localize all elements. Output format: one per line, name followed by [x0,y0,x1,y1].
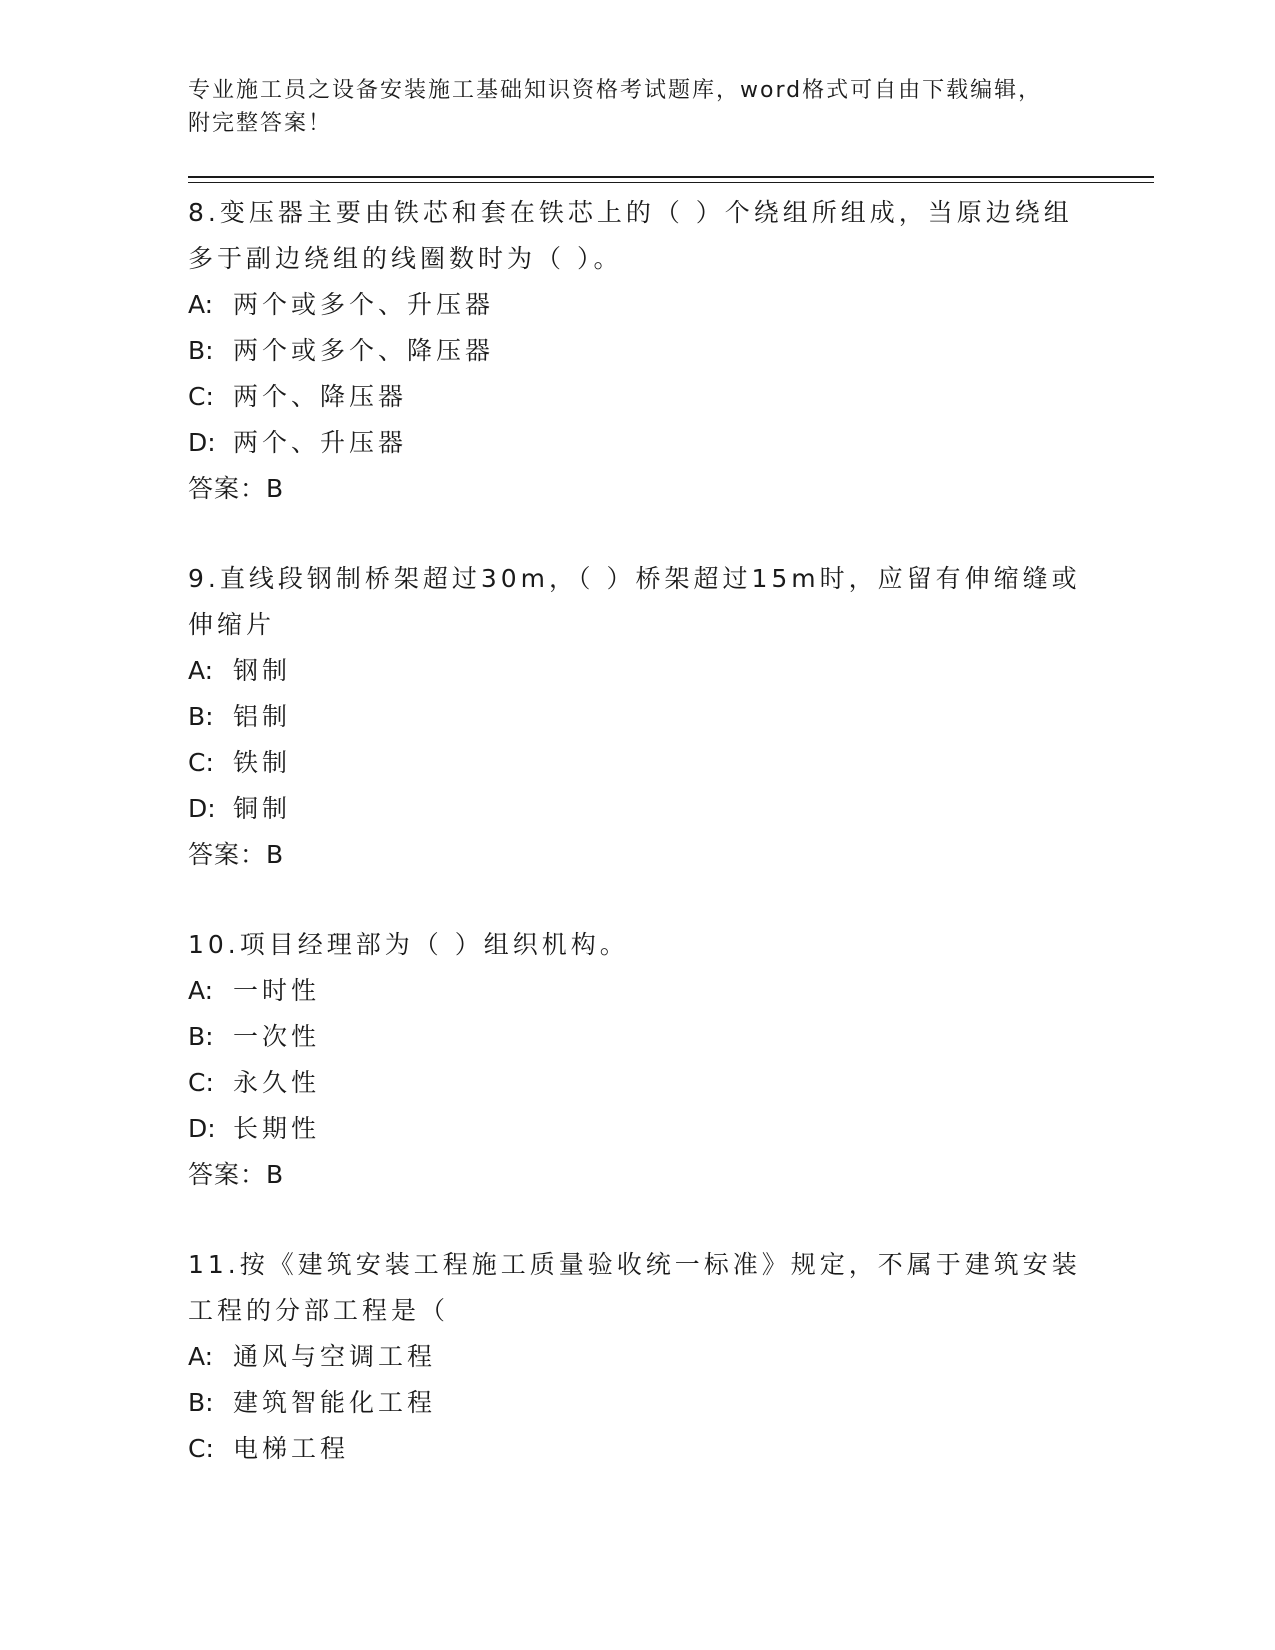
option-text: 两个、升压器 [233,428,408,457]
answer-line: 答案：B [188,474,285,503]
option-b [188,694,1088,740]
option-text: 一时性 [233,976,321,1005]
option-d [188,786,1088,832]
option-letter: B: [188,336,214,365]
option-a [188,968,1088,1014]
option-letter: D: [188,794,216,823]
option-text: 长期性 [233,1114,321,1143]
header-divider-thick [188,176,1154,178]
option-b [188,1014,1088,1060]
question-stem: 10.项目经理部为（ ）组织机构。 [188,930,629,959]
option-letter: B: [188,1022,214,1051]
question-list [188,190,1088,1516]
question-stem: 9.直线段钢制桥架超过30m，（ ）桥架超过15m时，应留有伸缩缝或伸缩片 [188,564,1081,639]
option-text: 铜制 [233,794,292,823]
option-a [188,648,1088,694]
answer-line: 答案：B [188,1160,285,1189]
option-text: 铁制 [233,748,292,777]
option-letter: D: [188,428,216,457]
question-stem: 8.变压器主要由铁芯和套在铁芯上的（ ）个绕组所组成，当原边绕组多于副边绕组的线圈数时为（ ）。 [188,198,1073,273]
question-11 [188,1242,1088,1472]
option-d [188,420,1088,466]
option-letter: A: [188,290,214,319]
answer-line: 答案：B [188,840,285,869]
option-letter: D: [188,1114,216,1143]
question-9 [188,556,1088,878]
option-c [188,740,1088,786]
option-text: 两个或多个、降压器 [233,336,495,365]
option-d [188,1106,1088,1152]
option-b [188,328,1088,374]
option-letter: A: [188,976,214,1005]
question-8 [188,190,1088,512]
option-letter: C: [188,748,214,777]
option-letter: A: [188,1342,214,1371]
document-header [188,74,1088,140]
option-text: 建筑智能化工程 [233,1388,437,1417]
option-text: 钢制 [233,656,292,685]
question-10 [188,922,1088,1198]
option-a [188,1334,1088,1380]
option-text: 永久性 [233,1068,321,1097]
option-a [188,282,1088,328]
header-divider-thin [188,182,1154,183]
option-c [188,1060,1088,1106]
option-letter: C: [188,1434,214,1463]
option-text: 两个或多个、升压器 [233,290,495,319]
option-text: 电梯工程 [233,1434,350,1463]
option-text: 通风与空调工程 [233,1342,437,1371]
option-letter: C: [188,382,214,411]
option-c [188,1426,1088,1472]
option-letter: B: [188,1388,214,1417]
header-line-2: 附完整答案！ [188,111,333,136]
option-b [188,1380,1088,1426]
header-line-1: 专业施工员之设备安装施工基础知识资格考试题库，word格式可自由下载编辑， [188,78,1043,103]
option-text: 两个、降压器 [233,382,408,411]
option-letter: A: [188,656,214,685]
question-stem: 11.按《建筑安装工程施工质量验收统一标准》规定，不属于建筑安装工程的分部工程是（ [188,1250,1081,1325]
option-letter: B: [188,702,214,731]
option-c [188,374,1088,420]
option-text: 铝制 [233,702,292,731]
option-text: 一次性 [233,1022,321,1051]
option-letter: C: [188,1068,214,1097]
